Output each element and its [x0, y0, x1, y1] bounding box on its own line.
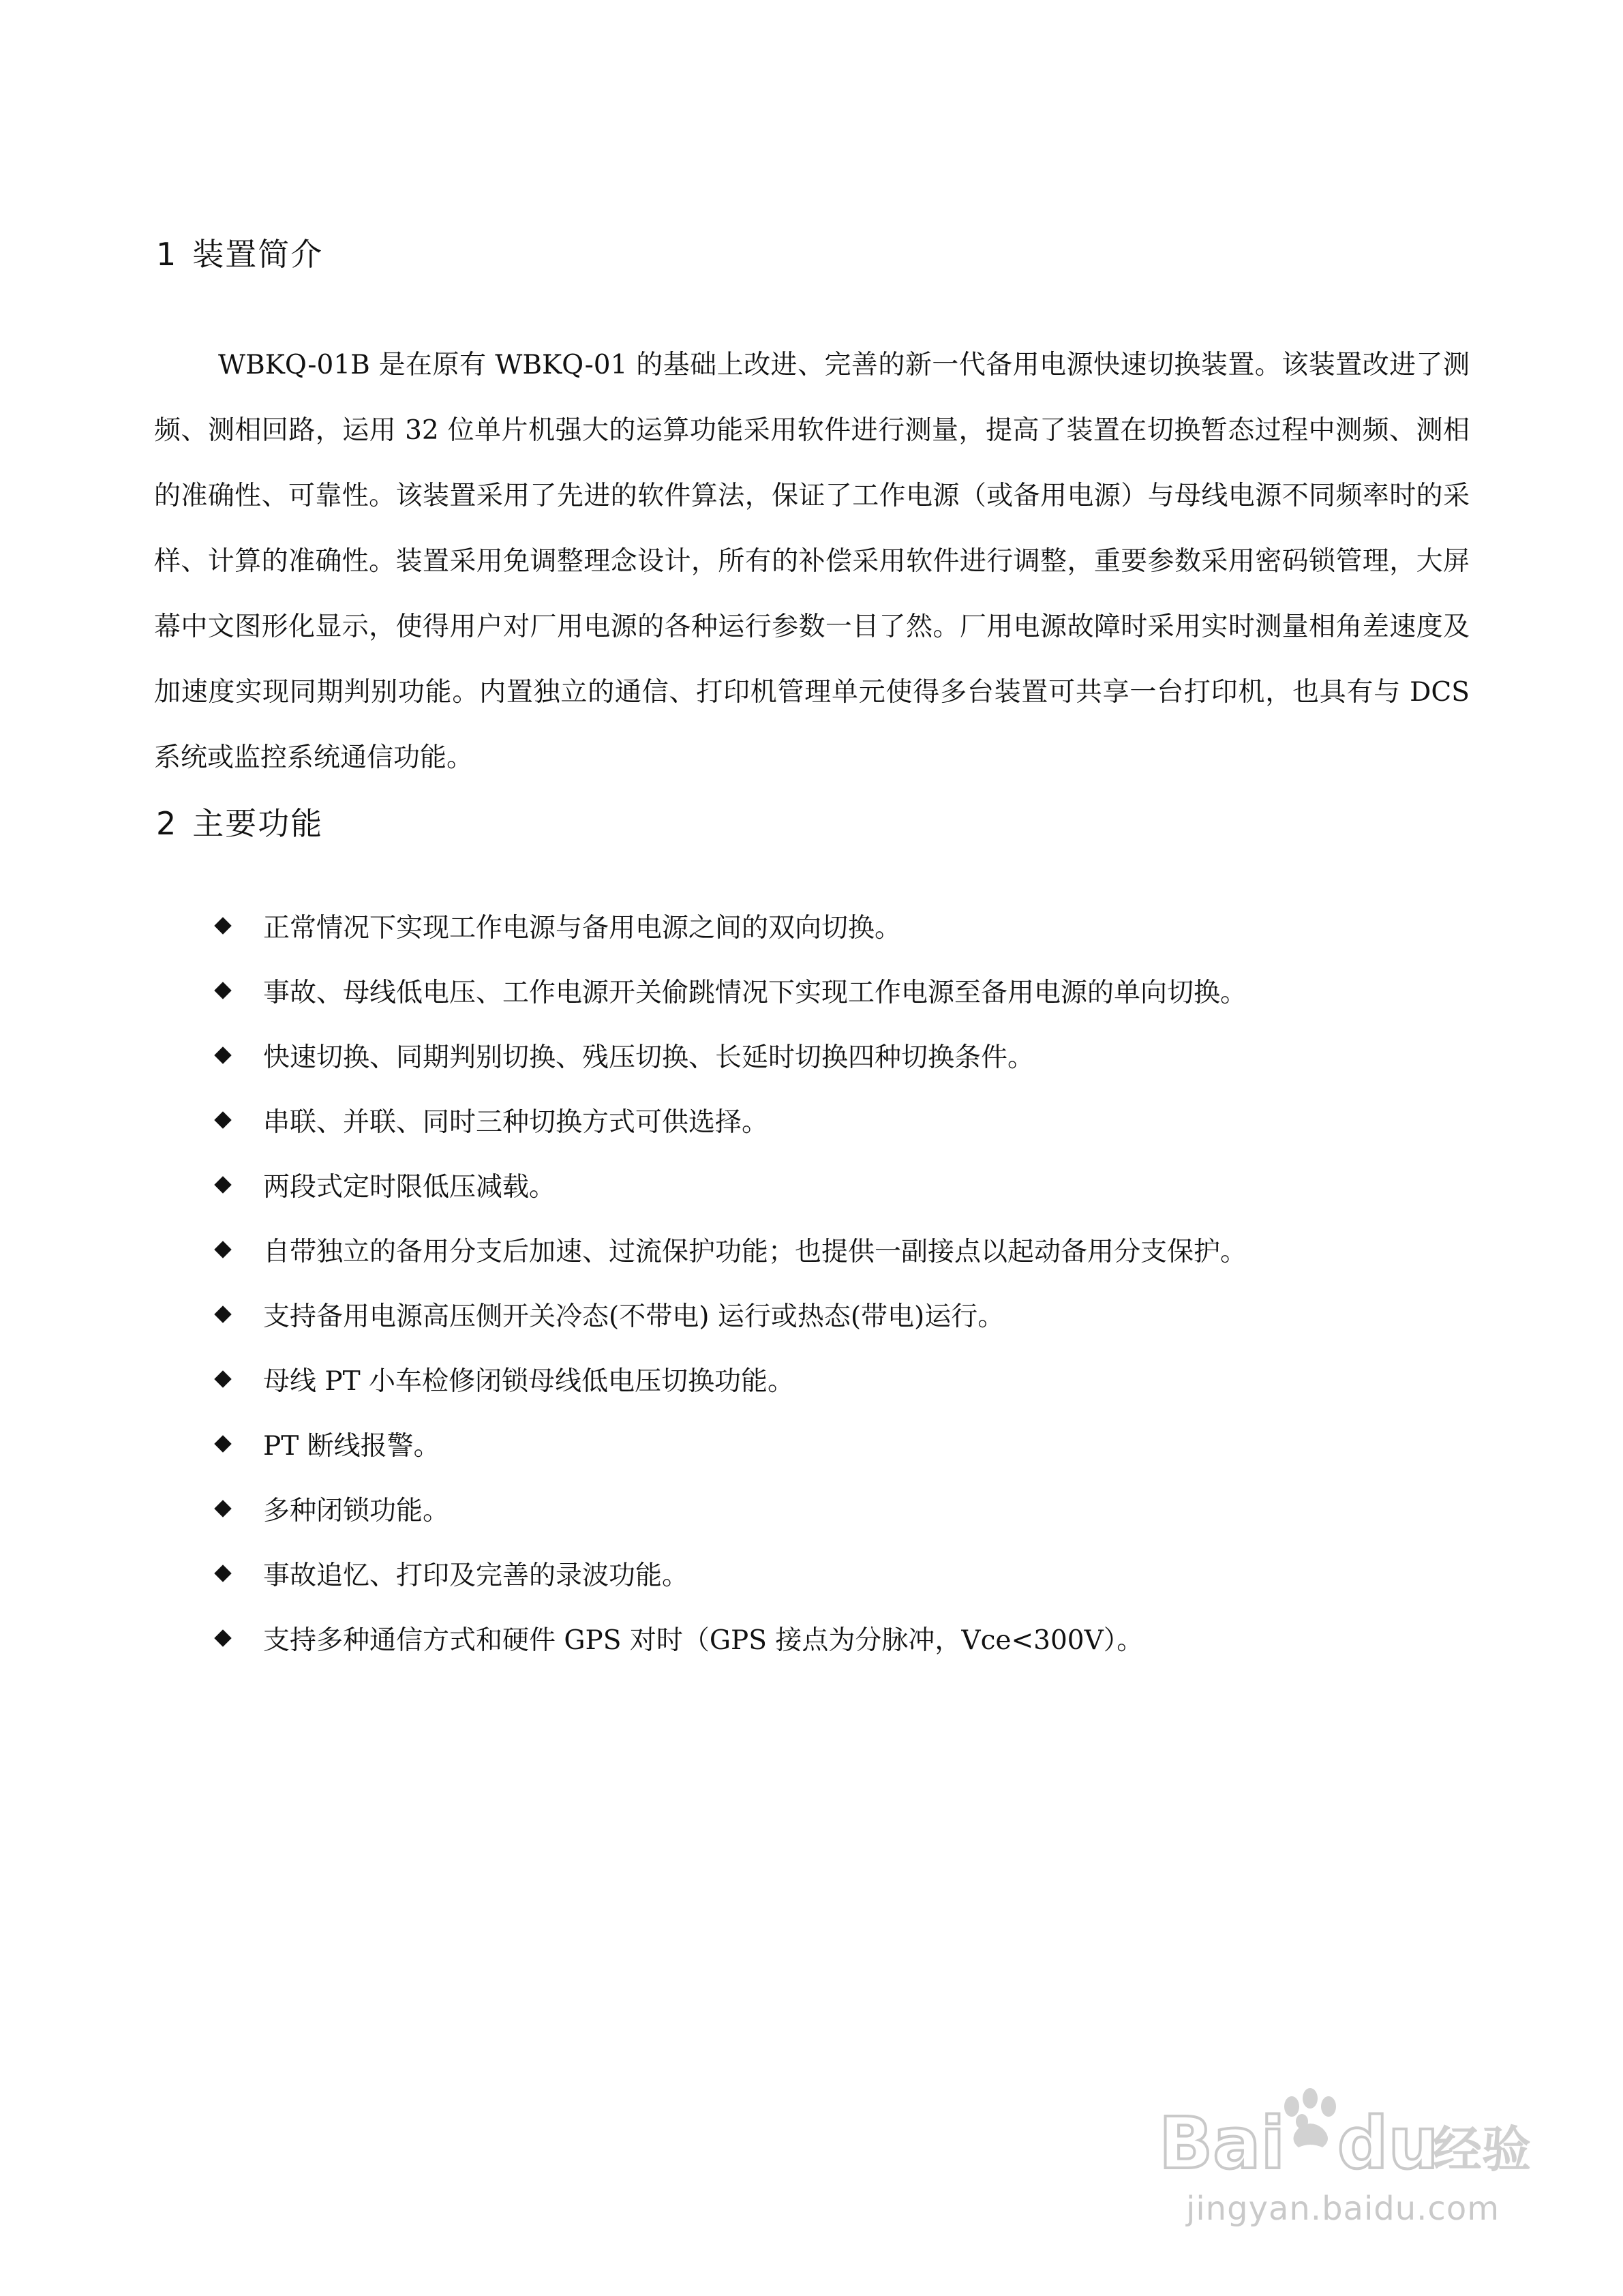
diamond-bullet-icon: [214, 1565, 232, 1582]
feature-text: 事故追忆、打印及完善的录波功能。: [263, 1560, 689, 1591]
diamond-bullet-icon: [214, 1046, 232, 1064]
list-item: [214, 893, 1247, 958]
list-item: [214, 1605, 1247, 1670]
feature-text: 支持多种通信方式和硬件 GPS 对时（GPS 接点为分脉冲，Vce<300V）。: [263, 1625, 1144, 1656]
list-item: [214, 1541, 1247, 1605]
section-number: 2: [156, 805, 178, 842]
feature-text: 多种闭锁功能。: [263, 1495, 450, 1526]
list-item: [214, 1282, 1247, 1346]
diamond-bullet-icon: [214, 917, 232, 935]
diamond-bullet-icon: [214, 1629, 232, 1647]
feature-text: 支持备用电源高压侧开关冷态(不带电) 运行或热态(带电)运行。: [263, 1301, 1005, 1332]
list-item: [214, 1152, 1247, 1217]
intro-paragraph: WBKQ-01B 是在原有 WBKQ-01 的基础上改进、完善的新一代备用电源快速切换装置。该装置改进了测频、测相回路，运用 32 位单片机强大的运算功能采用软件进行测量，提高了装置在切换暂态过程中测频、测相的准确性、可靠性。该装置采用了先进的软件算法，保证了工作电源（或备用电源）与母线电源不同频率时的采样、计算的准确性。装置采用免调整理念设计，所有的补偿采用软件进行调整，重要参数采用密码锁管理，大屏幕中文图形化显示，使得用户对厂用电源的各种运行参数一目了然。厂用电源故障时采用实时测量相角差速度及加速度实现同期判别功能。内置独立的通信、打印机管理单元使得多台装置可共享一台打印机，也具有与 DCS 系统或监控系统通信功能。: [154, 350, 1470, 773]
diamond-bullet-icon: [214, 1176, 232, 1194]
section-heading-introduction: [156, 236, 324, 273]
section-number: 1: [156, 236, 178, 273]
diamond-bullet-icon: [214, 1305, 232, 1323]
watermark-url: jingyan.baidu.com: [1186, 2190, 1500, 2228]
feature-text: 正常情况下实现工作电源与备用电源之间的双向切换。: [263, 912, 902, 943]
list-item: [214, 958, 1247, 1023]
diamond-bullet-icon: [214, 1370, 232, 1388]
list-item: [214, 1023, 1247, 1087]
feature-text: PT 断线报警。: [263, 1430, 440, 1462]
list-item: [214, 1346, 1247, 1411]
feature-text: 自带独立的备用分支后加速、过流保护功能；也提供一副接点以起动备用分支保护。: [263, 1236, 1247, 1267]
diamond-bullet-icon: [214, 982, 232, 999]
section-title: 装置简介: [192, 236, 324, 273]
feature-text: 串联、并联、同时三种切换方式可供选择。: [263, 1106, 769, 1138]
svg-text:du: du: [1337, 2102, 1439, 2185]
section-title: 主要功能: [192, 805, 324, 842]
svg-text:经验: 经验: [1433, 2121, 1532, 2178]
baidu-jingyan-watermark: [1159, 2079, 1541, 2243]
diamond-bullet-icon: [214, 1111, 232, 1129]
svg-text:Bai: Bai: [1159, 2102, 1286, 2185]
feature-text: 事故、母线低电压、工作电源开关偷跳情况下实现工作电源至备用电源的单向切换。: [263, 977, 1247, 1008]
diamond-bullet-icon: [214, 1435, 232, 1453]
list-item: [214, 1476, 1247, 1541]
list-item: [214, 1411, 1247, 1476]
diamond-bullet-icon: [214, 1500, 232, 1517]
feature-text: 母线 PT 小车检修闭锁母线低电压切换功能。: [263, 1365, 795, 1397]
list-item: [214, 1087, 1247, 1152]
feature-text: 两段式定时限低压减载。: [263, 1171, 556, 1203]
baidu-jingyan-logo: [1159, 2079, 1541, 2188]
feature-text: 快速切换、同期判别切换、残压切换、长延时切换四种切换条件。: [263, 1042, 1035, 1073]
feature-list: [214, 893, 1247, 1670]
list-item: [214, 1217, 1247, 1282]
diamond-bullet-icon: [214, 1241, 232, 1258]
section-heading-main-functions: [156, 805, 324, 842]
